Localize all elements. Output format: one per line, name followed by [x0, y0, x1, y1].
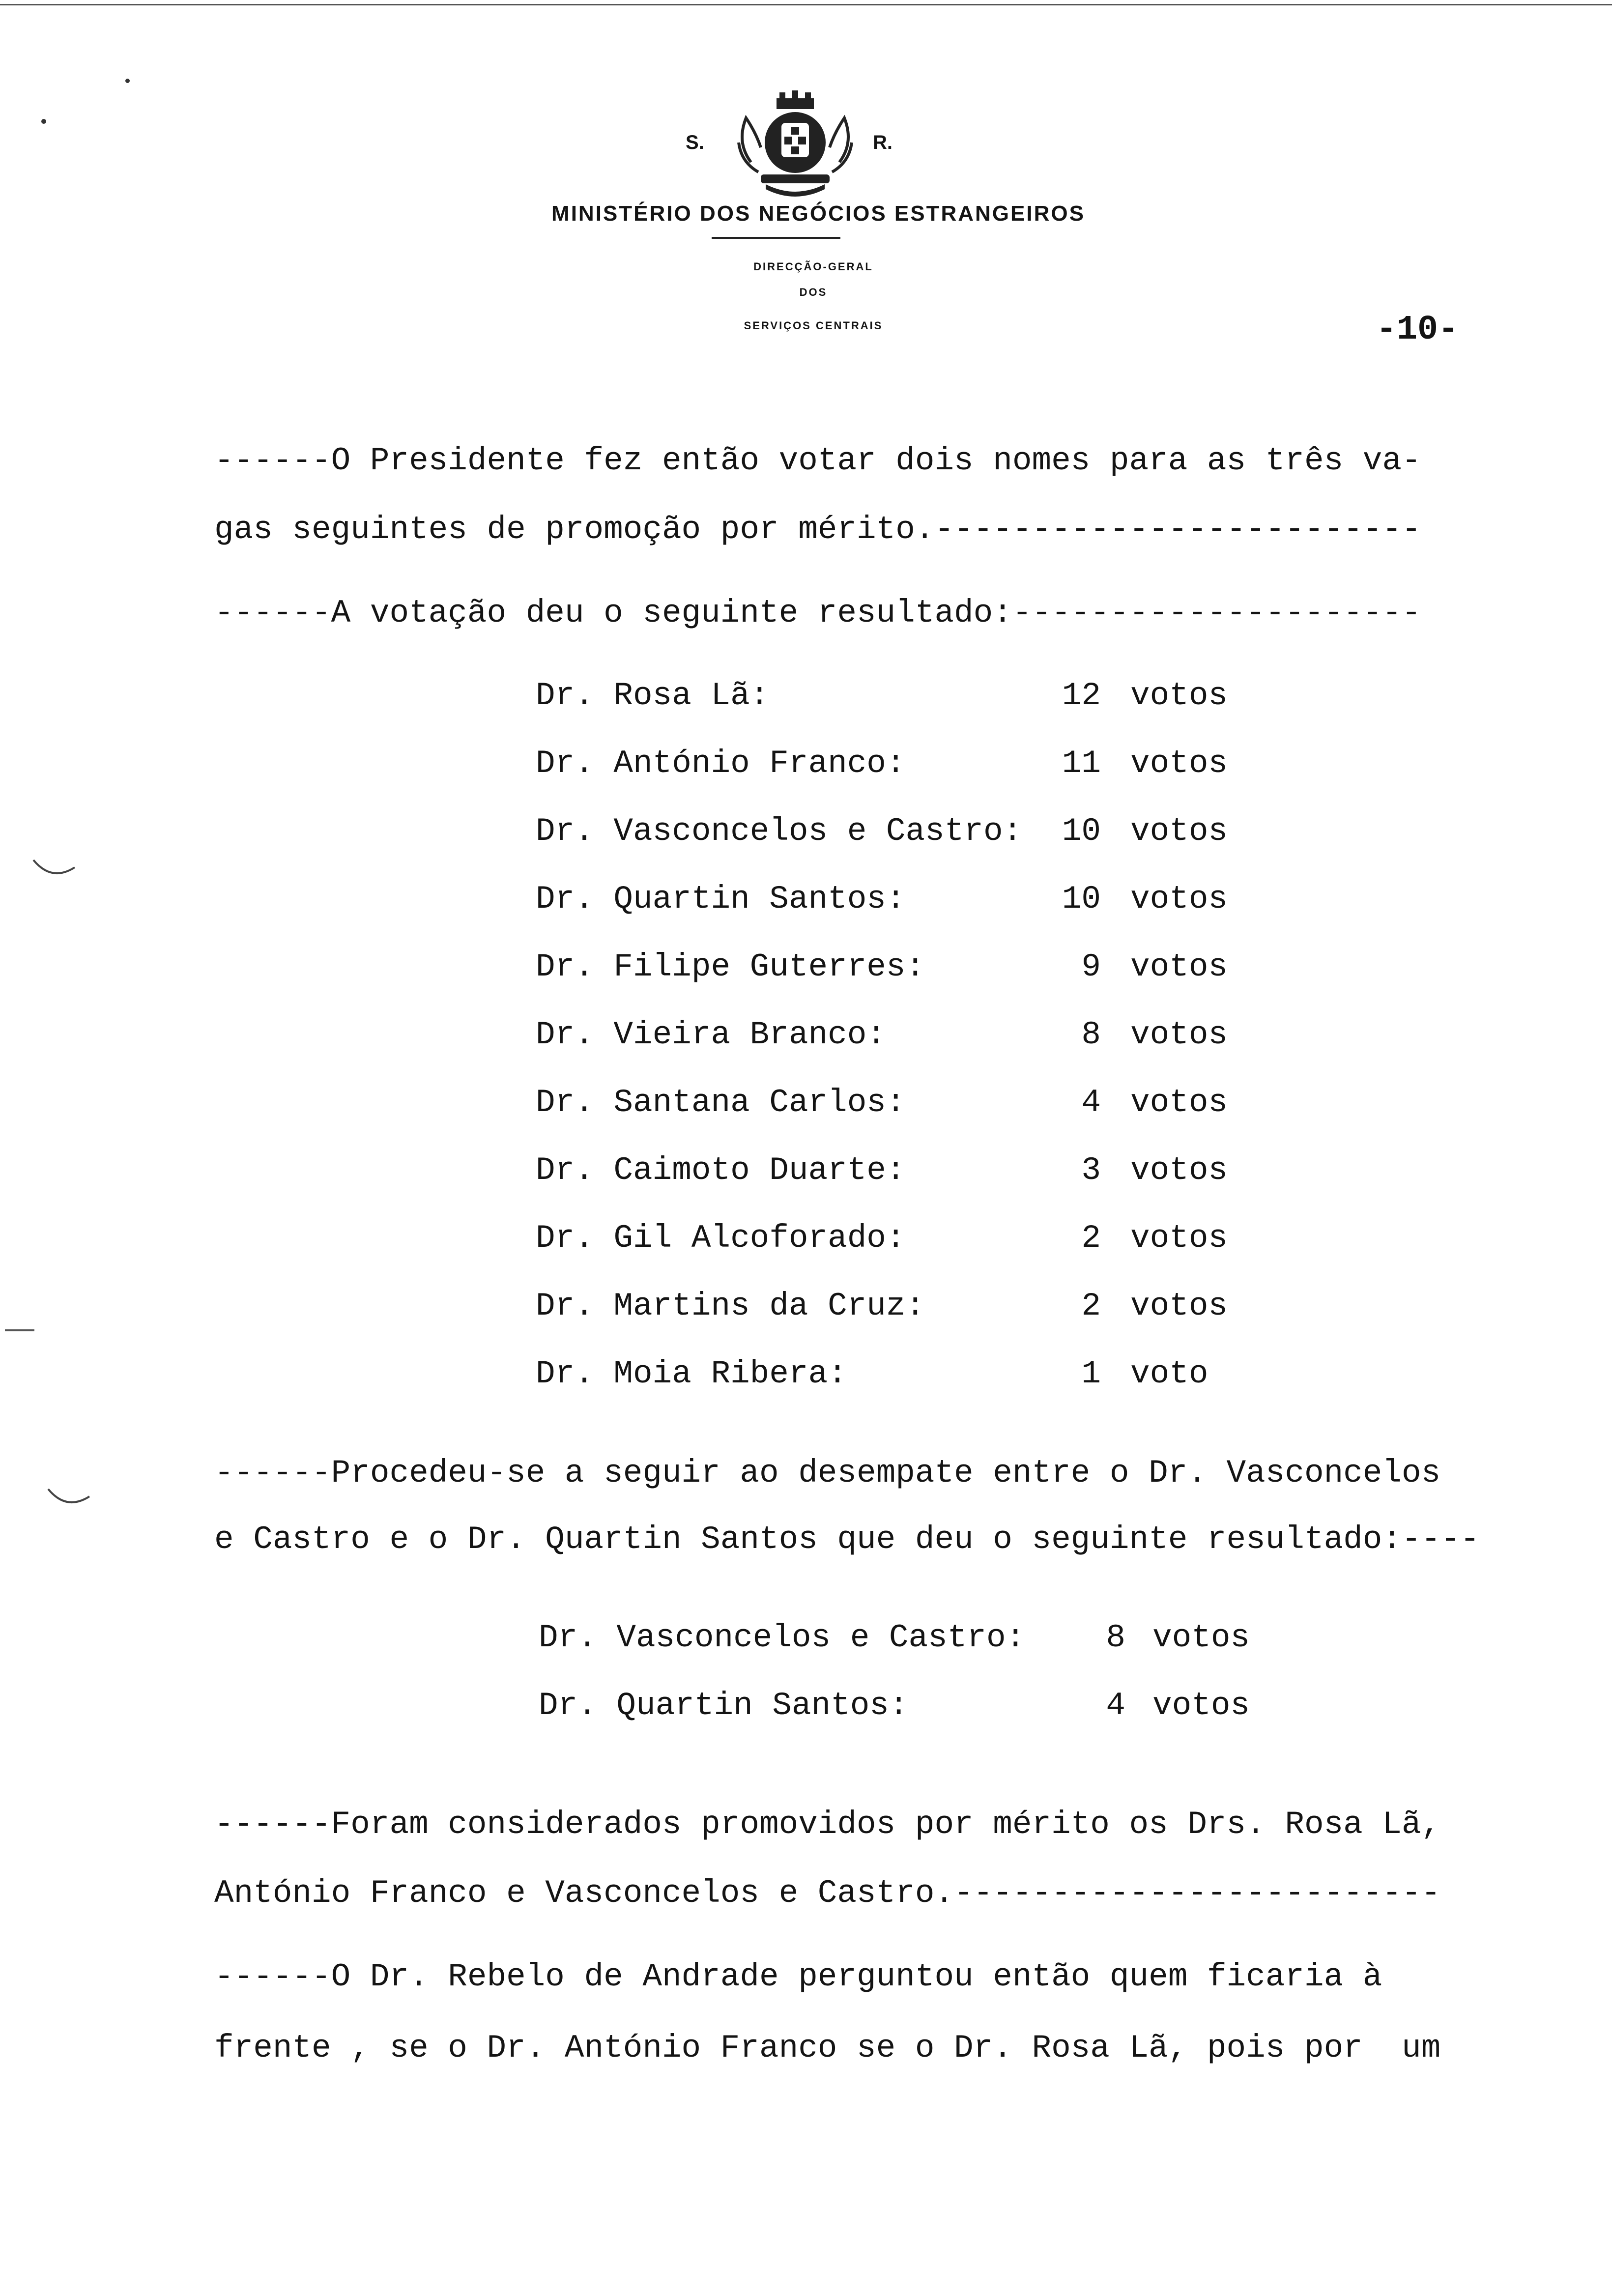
portuguese-coat-of-arms-icon — [731, 88, 859, 197]
top-edge-line — [0, 4, 1612, 5]
letterhead-letter-right: R. — [873, 132, 892, 153]
vote-count: 4 — [1081, 1084, 1101, 1121]
vote-unit: votos — [1130, 677, 1228, 714]
letterhead-letter-left: S. — [686, 132, 704, 153]
paragraph-3-line-2: e Castro e o Dr. Quartin Santos que deu o seguinte resultado:---- — [214, 1521, 1480, 1558]
vote-unit: votos — [1130, 1152, 1228, 1189]
paragraph-3-line-1: ------Procedeu-se a seguir ao desempate entre o Dr. Vasconcelos — [214, 1455, 1441, 1492]
vote-unit: votos — [1130, 813, 1228, 850]
punch-hole-mark — [29, 855, 79, 885]
vote-count: 11 — [1062, 745, 1101, 782]
vote-count: 8 — [1106, 1619, 1125, 1656]
paragraph-4-line-2: António Franco e Vasconcelos e Castro.------------------------- — [214, 1875, 1441, 1912]
candidate-name: Dr. Gil Alcoforado: — [536, 1220, 906, 1257]
scan-speck — [41, 119, 46, 124]
vote-unit: votos — [1130, 948, 1228, 985]
candidate-name: Dr. Vieira Branco: — [536, 1016, 886, 1053]
paragraph-1-line-1: ------O Presidente fez então votar dois nomes para as três va- — [214, 442, 1421, 479]
vote-unit: votos — [1130, 1220, 1228, 1257]
vote-unit: votos — [1152, 1619, 1250, 1656]
candidate-name: Dr. Santana Carlos: — [536, 1084, 906, 1121]
candidate-name: Dr. Caimoto Duarte: — [536, 1152, 906, 1189]
vote-count: 2 — [1081, 1220, 1101, 1257]
department-line-2: DOS — [799, 286, 828, 298]
vote-unit: votos — [1130, 1288, 1228, 1324]
vote-unit: votos — [1130, 745, 1228, 782]
ministry-title: MINISTÉRIO DOS NEGÓCIOS ESTRANGEIROS — [551, 201, 1085, 226]
candidate-name: Dr. Quartin Santos: — [539, 1687, 909, 1724]
paragraph-2-line-1: ------A votação deu o seguinte resultado:--------------------- — [214, 595, 1421, 631]
vote-unit: votos — [1130, 1016, 1228, 1053]
vote-unit: votos — [1152, 1687, 1250, 1724]
margin-mark — [5, 1329, 34, 1331]
department-line-1: DIRECÇÃO-GERAL — [753, 260, 873, 273]
candidate-name: Dr. Quartin Santos: — [536, 881, 906, 918]
candidate-name: Dr. Vasconcelos e Castro: — [536, 813, 1023, 850]
vote-count: 8 — [1081, 1016, 1101, 1053]
candidate-name: Dr. Martins da Cruz: — [536, 1288, 925, 1324]
vote-unit: votos — [1130, 1084, 1228, 1121]
vote-count: 10 — [1062, 881, 1101, 918]
paragraph-5-line-2: frente , se o Dr. António Franco se o Dr. Rosa Lã, pois por um — [214, 2030, 1441, 2066]
page-number: -10- — [1376, 311, 1459, 349]
candidate-name: Dr. Moia Ribera: — [536, 1355, 847, 1392]
vote-count: 1 — [1081, 1355, 1101, 1392]
ministry-underline — [712, 237, 840, 239]
vote-count: 3 — [1081, 1152, 1101, 1189]
punch-hole-mark — [44, 1484, 93, 1514]
paragraph-5-line-1: ------O Dr. Rebelo de Andrade perguntou então quem ficaria à — [214, 1958, 1382, 1995]
candidate-name: Dr. Filipe Guterres: — [536, 948, 925, 985]
vote-count: 9 — [1081, 948, 1101, 985]
candidate-name: Dr. António Franco: — [536, 745, 906, 782]
vote-count: 2 — [1081, 1288, 1101, 1324]
paragraph-1-line-2: gas seguintes de promoção por mérito.------------------------- — [214, 511, 1421, 548]
vote-unit: voto — [1130, 1355, 1209, 1392]
scan-speck — [125, 79, 130, 83]
vote-count: 4 — [1106, 1687, 1125, 1724]
department-line-3: SERVIÇOS CENTRAIS — [744, 319, 883, 332]
vote-unit: votos — [1130, 881, 1228, 918]
paragraph-4-line-1: ------Foram considerados promovidos por mérito os Drs. Rosa Lã, — [214, 1806, 1441, 1843]
vote-count: 10 — [1062, 813, 1101, 850]
candidate-name: Dr. Vasconcelos e Castro: — [539, 1619, 1026, 1656]
candidate-name: Dr. Rosa Lã: — [536, 677, 770, 714]
vote-count: 12 — [1062, 677, 1101, 714]
